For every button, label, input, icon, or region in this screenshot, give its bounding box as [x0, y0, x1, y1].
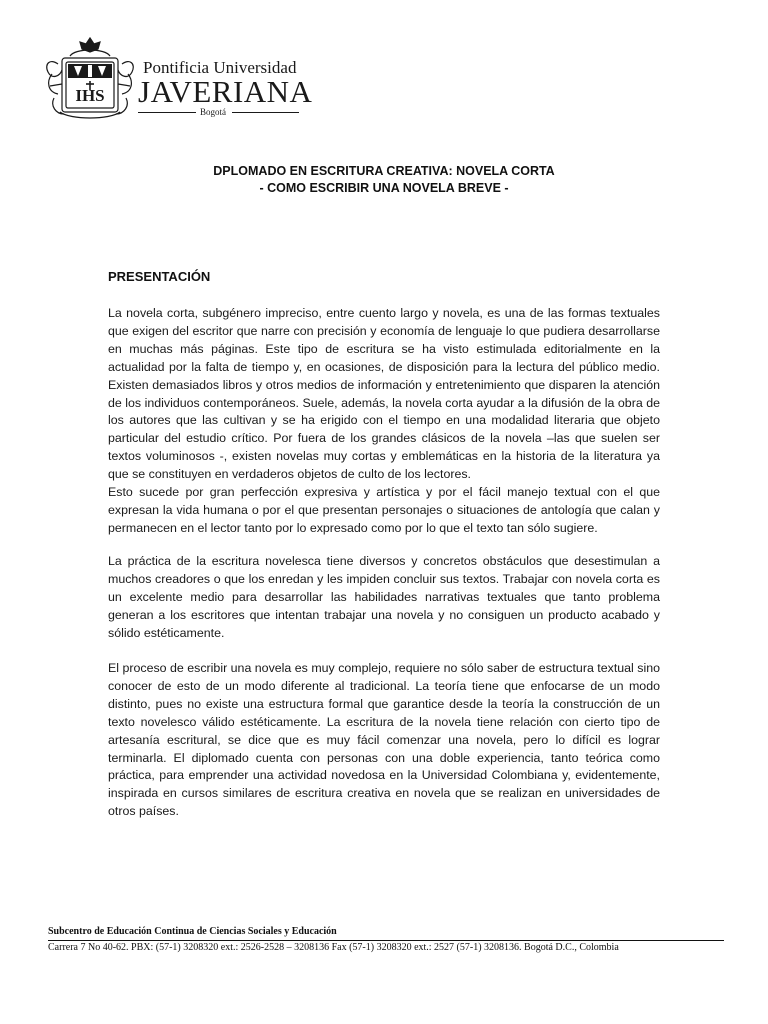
logo-university-name: Pontificia Universidad — [143, 58, 297, 77]
paragraph-block-2 — [108, 553, 660, 643]
logo-city: Bogotá — [200, 107, 226, 117]
paragraph: El proceso de escribir una novela es muy complejo, requiere no sólo saber de estructura textual sino conocer de esto de un modo diferente al tradicional. La teoría tiene que enfocarse de un modo distinto, pues no existe una estructura formal que garantice desde la teoría la construcción de un texto novelesco válido estéticamente. La escritura de la novela tiene relación con cierto tipo de artesanía escritural, se dice que es muy fácil comenzar una novela, pero lo difícil es lograr terminarla. El diplomado cuenta con personas con una doble experiencia, tanto teórica como práctica, para emprender una actividad novedosa en la Universidad Colombiana y, evidentemente, inspirada en cursos similares de escritura creativa en novela que se realizan en universidades de otros países. — [108, 661, 660, 819]
logo-rule-left — [138, 112, 196, 113]
university-logo — [40, 34, 313, 124]
paragraph-block-3 — [108, 660, 660, 821]
section-heading: PRESENTACIÓN — [108, 269, 211, 284]
document-subtitle: - COMO ESCRIBIR UNA NOVELA BREVE - — [259, 181, 509, 195]
footer-divider — [48, 940, 724, 941]
logo-rule-right — [232, 112, 299, 113]
paragraph: La novela corta, subgénero impreciso, entre cuento largo y novela, es una de las formas textuales que exigen del escritor que narre con precisión y economía de lenguaje lo que pudiera desarrollarse en muchas más páginas. Este tipo de escritura se ha visto estimulada editorialmente en la actualidad por la falta de tiempo y, en ocasiones, de disposición para la lectura del público medio. Existen demasiados libros y otros medios de información y entretenimiento que disparen la atención de los individuos contemporáneos. Suele, además, la novela corta ayudar a la difusión de la obra de los autores que las cultivan y se ha erigido con el tiempo en una modalidad literaria que objeto particular del estudio crítico. Por fuera de los grandes clásicos de la novela –las que suelen ser textos voluminosos -, existen novelas muy cortas y emblemáticas en la historia de la literatura ya que se constituyen en verdaderos objetos de culto de los lectores. — [108, 306, 660, 482]
paragraph: Esto sucede por gran perfección expresiva y artística y por el fácil manejo textual con el que expresan la vida humana o por el que presentan personajes o situaciones de antología que calan y permanecen en el lector tanto por lo expresado como por lo que el texto tan sólo sugiere. — [108, 485, 660, 535]
crest-icon — [40, 34, 140, 124]
logo-javeriana: JAVERIANA — [138, 74, 313, 109]
footer-contact: Carrera 7 No 40-62. PBX: (57-1) 3208320 ext.: 2526-2528 – 3208136 Fax (57-1) 3208320 ext.: 2527 (57-1) 3208136. Bogotá D.C., Colombia — [48, 942, 619, 953]
paragraph: La práctica de la escritura novelesca tiene diversos y concretos obstáculos que desestimulan a muchos creadores o que los enredan y les impiden concluir sus textos. Trabajar con novela corta es un excelente medio para desarrollar las habilidades narrativas textuales que tanto problema generan a los escritores que intentan trabajar una novela y no consiguen un producto acabado y sólido estéticamente. — [108, 554, 660, 640]
crest-monogram: IHS — [75, 86, 105, 105]
document-title: DPLOMADO EN ESCRITURA CREATIVA: NOVELA CORTA — [213, 164, 555, 178]
paragraph-block-1 — [108, 305, 660, 538]
footer-department: Subcentro de Educación Continua de Ciencias Sociales y Educación — [48, 926, 337, 937]
